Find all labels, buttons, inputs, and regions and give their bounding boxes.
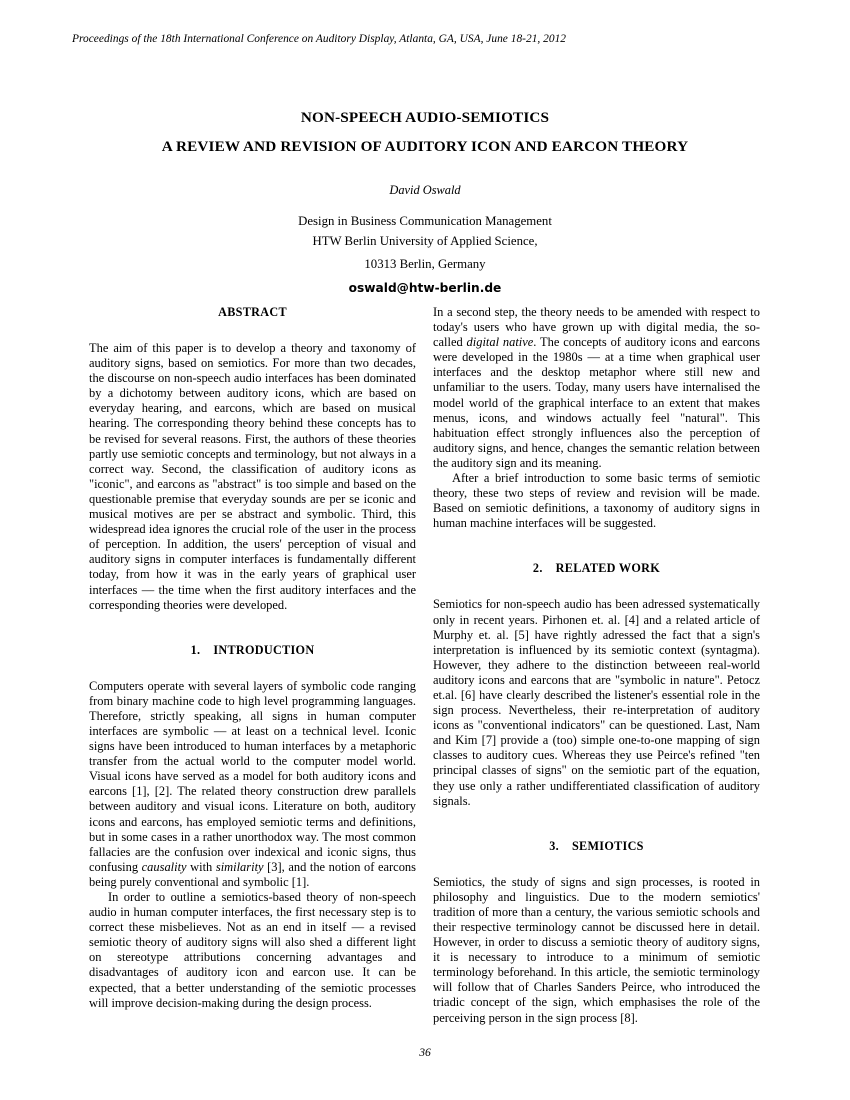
section-heading-3 <box>433 839 760 854</box>
paper-title-line-1: NON-SPEECH AUDIO-SEMIOTICS <box>300 109 550 126</box>
paper-title-line-2: A REVIEW AND REVISION OF AUDITORY ICON AND EARCON THEORY <box>161 138 689 155</box>
section-title: SEMIOTICS <box>571 838 644 853</box>
right-column <box>433 305 760 1026</box>
affiliation-institution: HTW Berlin University of Applied Science, <box>312 233 538 248</box>
vertical-spacer <box>89 320 416 341</box>
affiliation-block <box>72 212 778 297</box>
section-heading-2 <box>433 561 760 576</box>
affiliation-address: 10313 Berlin, Germany <box>364 257 486 271</box>
text-run: Semiotics for non-speech audio has been adressed systematically only in recent years. Pirhonen et. al. [4] and a related article of Murphy et. al. [5] have rightly adressed the fact that a sign's interpretation is influenced by its semiotic context (syntagma). However, they adhere to the distinction betweeen real-world auditory icons and earcons that are "symbolic in nature". Petocz et.al. [6] have clearly described the listener's essential role in the sign process. Nevertheless, their re-interpretation of auditory icons as "conventional indicators" can be questioned. Last, Nam and Kim [7] provide a (too) simple one-to-one mapping of sign classes to auditory cues. Whereas they use Peirce's refined "ten principal classes of signs" on the semiotic part of the equation, they use only a rather undifferentiated classification of auditory signals. <box>433 597 760 808</box>
section-title: INTRODUCTION <box>213 642 315 657</box>
vertical-spacer <box>89 658 416 679</box>
related-work-paragraph-1 <box>433 597 760 808</box>
author-name: David Oswald <box>389 183 461 197</box>
emphasis-text: causality <box>141 859 187 874</box>
vertical-spacer <box>433 531 760 561</box>
emphasis-text: similarity <box>215 859 264 874</box>
vertical-spacer <box>433 854 760 875</box>
page-number: 36 <box>419 1046 431 1059</box>
emphasis-text: digital native <box>466 335 534 350</box>
section-heading-1 <box>89 643 416 658</box>
left-column <box>89 305 416 1011</box>
text-run: In order to outline a semiotics-based theory of non-speech audio in human computer interfaces, the first necessary step is to correct these misbelieves. Not as an end in itself — a revised semiotic theory of auditory signs will also shed a different light on stereotype attributions concerning advantages and disadvantages of auditory icon and earcon use. It can be expected, that a better understanding of the semiotic processes will improve decision-making during the design process. <box>89 890 416 1010</box>
text-run: [3], and the notion of earcons being purely conventional and symbolic [1]. <box>89 859 416 889</box>
section-number: 1. <box>190 642 201 657</box>
author-email[interactable]: oswald@htw-berlin.de <box>348 280 502 295</box>
title-block <box>72 103 778 198</box>
abstract-heading: ABSTRACT <box>218 305 287 319</box>
intro-continued-paragraph-1 <box>433 305 760 471</box>
text-run: . The concepts of auditory icons and earcons were developed in the 1980s — at a time when graphical user interfaces and the desktop metaphor where still new and unfamiliar to the users. Today, many users have internalised the model world of the graphical interface to an extent that makes menus, icons, and windows actually feel "natural". This habituation effect strongly influences also the perception of auditory signs, and hence, changes the semantic relation between the auditory sign and its meaning. <box>433 335 760 470</box>
introduction-paragraph-1 <box>89 679 416 890</box>
text-run: with <box>186 859 216 874</box>
text-run: In a second step, the theory needs to be amended with respect to today's users who have grown up with digital media, the so-called <box>433 305 760 350</box>
vertical-spacer <box>433 809 760 839</box>
vertical-spacer <box>89 613 416 643</box>
text-run: After a brief introduction to some basic terms of semiotic theory, these two steps of review and revision will be made. Based on semiotic definitions, a taxonomy of auditory signs in human machine interfaces will be suggested. <box>433 471 760 531</box>
text-run: Semiotics, the study of signs and sign processes, is rooted in philosophy and linguistics. Due to the modern semiotics' tradition of more than a century, the various semiotic schools and their respective terminology cannot be discussed here in detail. However, in order to discuss a semiotic theory of auditory signs, it is necessary to introduce to a minimum of semiotic terminology beforehand. In this article, the semiotic terminology will follow that of Charles Sanders Peirce, who introduced the triadic concept of the sign, which emphasises the role of the perceiving person in the sign process [8]. <box>433 874 760 1025</box>
affiliation-department: Design in Business Communication Management <box>298 214 552 228</box>
text-run: Computers operate with several layers of symbolic code ranging from binary machine code to high level programming languages. Therefore, strictly speaking, all signs in human computer interfaces are symbolic — at least on a technical level. Iconic signs have been introduced to human interfaces by a metaphoric transfer from the actual world to the computer model world. Visual icons have served as a model for both auditory icons and earcons [1], [2]. The related theory construction drew parallels between auditory and visual icons. Literature on both, auditory icons and earcons, has employed semiotic terms and definitions, but in some cases in a rather unorthodox way. The most common fallacies are the confusion over indexical and iconic signs, thus confusing <box>89 678 416 874</box>
abstract-paragraph <box>89 341 416 613</box>
running-header: Proceedings of the 18th International Conference on Auditory Display, Atlanta, GA, USA, June 18-21, 2012 <box>72 33 567 45</box>
vertical-spacer <box>433 576 760 597</box>
section-number: 3. <box>549 838 559 853</box>
text-run: The aim of this paper is to develop a theory and taxonomy of auditory signs, based on semiotics. For more than two decades, the discourse on non-speech audio interfaces has been dominated by a dichotomy between auditory icons, which are based on everyday hearing, and earcons, which are based on musical hearing. The corresponding theory behind these concepts has to be revised for several reasons. First, the authors of these theories partly use semiotic concepts and terminology, but not always in a correct way. Second, the classification of auditory icons as "iconic", and earcons as "abstract" is too simple and based on the questionable premise that everyday sounds are per se iconic and musical motives are per se abstract and symbolic. Third, this widespread idea ignores the crucial role of the user in the process of perception. In addition, the users' perception of visual and auditory signs in computer interfaces is fundamentally different today, from how it was in the early years of graphical user interfaces — the time when the first auditory interfaces and the corresponding theories were developed. <box>89 341 416 612</box>
intro-continued-paragraph-2 <box>433 471 760 531</box>
introduction-paragraph-2 <box>89 890 416 1011</box>
section-number: 2. <box>532 561 543 576</box>
section-title: RELATED WORK <box>555 561 661 576</box>
semiotics-paragraph-1 <box>433 875 760 1026</box>
